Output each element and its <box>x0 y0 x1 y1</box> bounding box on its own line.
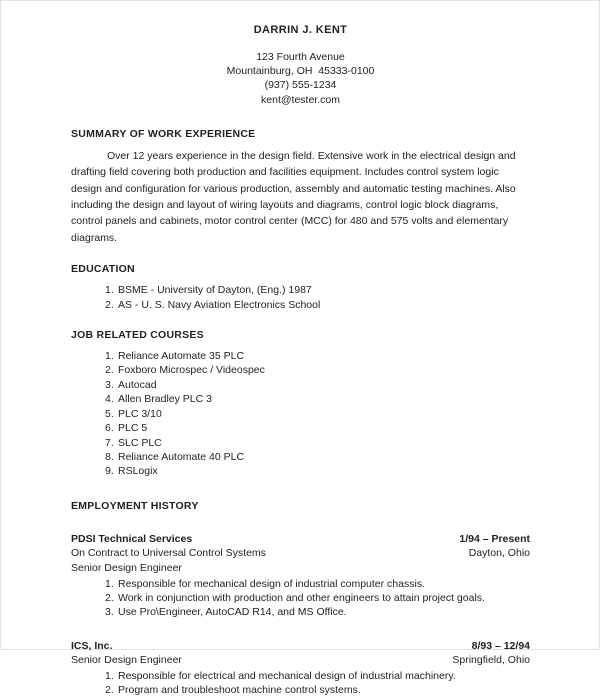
list-item <box>105 591 530 605</box>
job-location: Springfield, Ohio <box>452 654 530 667</box>
list-item-number: 4. <box>105 393 114 406</box>
list-item-number: 1. <box>105 669 114 682</box>
list-item-text: Program and troubleshoot machine control systems. <box>118 684 361 697</box>
list-item-text: AS - U. S. Navy Aviation Electronics School <box>118 298 321 311</box>
list-item-number: 1. <box>105 577 114 590</box>
job-dates: 1/94 – Present <box>459 532 530 545</box>
job-position: Senior Design Engineer <box>71 561 182 574</box>
list-item <box>105 450 530 464</box>
list-item-number: 6. <box>105 422 114 435</box>
job-duties-list <box>71 669 530 698</box>
employment-jobs <box>71 532 530 698</box>
list-item-number: 5. <box>105 407 114 420</box>
job-entry <box>71 532 530 620</box>
list-item <box>105 683 530 697</box>
list-item-text: Work in conjunction with production and other engineers to attain project goals. <box>118 591 485 604</box>
list-item-text: Reliance Automate 40 PLC <box>118 450 245 463</box>
job-dates: 8/93 – 12/94 <box>471 639 530 652</box>
education-list <box>71 283 530 312</box>
job-location: Dayton, Ohio <box>468 547 530 560</box>
list-item <box>105 298 530 312</box>
list-item-text: RSLogix <box>118 465 158 478</box>
courses-list <box>71 349 530 479</box>
job-contract-row <box>71 546 530 561</box>
section-employment <box>71 500 530 698</box>
list-item <box>105 349 530 363</box>
section-education <box>71 263 530 312</box>
resume-header <box>71 23 530 107</box>
summary-paragraph: Over 12 years experience in the design field. Extensive work in the electrical design and drafting field covering both production and facilities equipment. Includes control system logic design and configuration for various production, assembly and automatic testing machines. Also including the design and layout of wiring layouts and diagrams, control logic block diagrams, control panels and cabinets, motor control center (MCC) for 480 and 575 volts and elementary diagrams. <box>71 149 516 244</box>
list-item-number: 9. <box>105 465 114 478</box>
list-item <box>105 407 530 421</box>
job-contract-row <box>71 653 530 668</box>
list-item-text: Responsible for mechanical design of industrial computer chassis. <box>118 577 425 590</box>
list-item-number: 2. <box>105 364 114 377</box>
job-company-row <box>71 639 530 654</box>
list-item-text: Use Pro\Engineer, AutoCAD R14, and MS Office. <box>118 606 347 619</box>
list-item-text: BSME - University of Dayton, (Eng.) 1987 <box>118 284 312 297</box>
list-item <box>105 363 530 377</box>
resume-body <box>71 23 530 698</box>
list-item <box>105 577 530 591</box>
list-item-number: 7. <box>105 436 114 449</box>
list-item <box>105 283 530 297</box>
list-item <box>105 421 530 435</box>
list-item-text: Responsible for electrical and mechanical design of industrial machinery. <box>118 669 456 682</box>
list-item-number: 2. <box>105 684 114 697</box>
list-item <box>105 669 530 683</box>
job-contract-line: Senior Design Engineer <box>71 654 182 667</box>
section-title-education: EDUCATION <box>71 263 135 276</box>
list-item-number: 1. <box>105 350 114 363</box>
list-item <box>105 436 530 450</box>
list-item-number: 3. <box>105 378 114 391</box>
list-item-text: SLC PLC <box>118 436 162 449</box>
section-summary <box>71 128 530 246</box>
list-item <box>105 378 530 392</box>
list-item-text: PLC 3/10 <box>118 407 162 420</box>
list-item <box>105 392 530 406</box>
contact-address-line1: 123 Fourth Avenue <box>256 51 345 63</box>
list-item-text: Reliance Automate 35 PLC <box>118 350 245 363</box>
list-item <box>105 605 530 619</box>
list-item-number: 8. <box>105 450 114 463</box>
contact-email: kent@tester.com <box>261 93 340 106</box>
job-company: ICS, Inc. <box>71 639 113 652</box>
list-item-number: 2. <box>105 298 114 311</box>
contact-address-line2: Mountainburg, OH 45333-0100 <box>226 65 375 78</box>
contact-phone: (937) 555-1234 <box>264 79 337 92</box>
section-title-employment: EMPLOYMENT HISTORY <box>71 499 199 512</box>
list-item-text: Autocad <box>118 378 157 391</box>
job-entry <box>71 639 530 698</box>
section-title-courses: JOB RELATED COURSES <box>71 329 204 342</box>
section-title-summary: SUMMARY OF WORK EXPERIENCE <box>71 127 256 140</box>
job-company-row <box>71 532 530 547</box>
list-item-text: Allen Bradley PLC 3 <box>118 393 212 406</box>
list-item-text: Foxboro Microspec / Videospec <box>118 364 265 377</box>
section-courses <box>71 329 530 479</box>
job-duties-list <box>71 577 530 620</box>
list-item-number: 2. <box>105 591 114 604</box>
candidate-name: DARRIN J. KENT <box>253 24 348 36</box>
list-item-number: 3. <box>105 606 114 619</box>
list-item-text: PLC 5 <box>118 422 148 435</box>
job-contract-line: On Contract to Universal Control Systems <box>71 547 266 560</box>
job-company: PDSI Technical Services <box>71 532 193 545</box>
list-item-number: 1. <box>105 284 114 297</box>
list-item <box>105 464 530 478</box>
